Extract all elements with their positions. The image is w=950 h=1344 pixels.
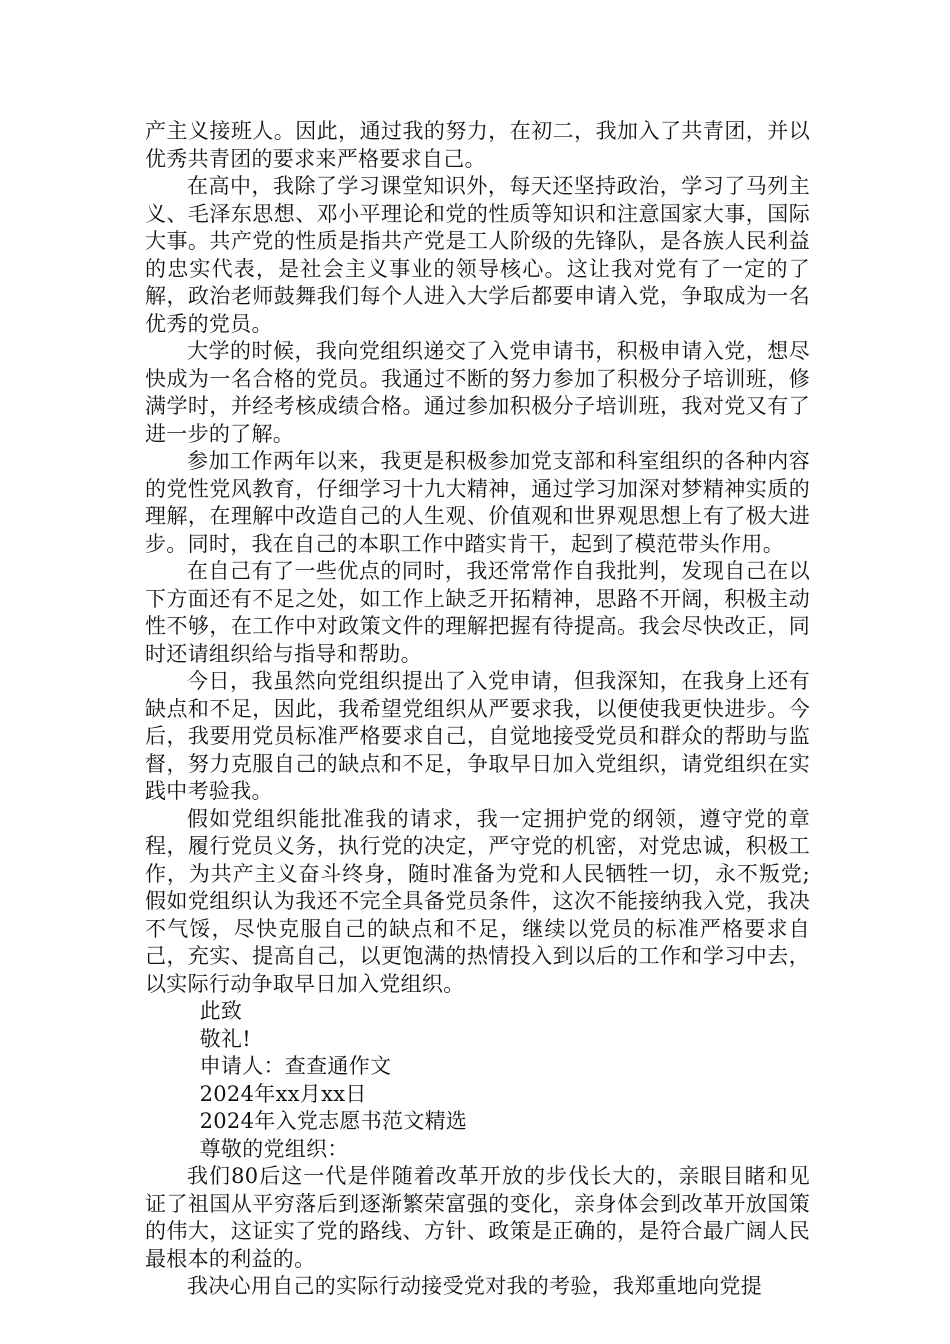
paragraph-1: 产主义接班人。因此，通过我的努力，在初二，我加入了共青团，并以优秀共青团的要求来严格要求自己。 [145, 119, 810, 171]
applicant-line: 申请人：查查通作文 [199, 1054, 392, 1078]
paragraph-2: 在高中，我除了学习课堂知识外，每天还坚持政治，学习了马列主义、毛泽东思想、邓小平理论和党的性质等知识和注意国家大事，国际大事。共产党的性质是指共产党是工人阶级的先锋队，是各族人民利益的忠实代表，是社会主义事业的领导核心。这让我对党有了一定的了解，政治老师鼓舞我们每个人进入大学后都要申请入党，争取成为一名优秀的党员。 [145, 174, 810, 336]
paragraph-9: 我决心用自己的实际行动接受党对我的考验，我郑重地向党提 [187, 1274, 763, 1298]
document-body [145, 118, 810, 1301]
paragraph-4: 参加工作两年以来，我更是积极参加党支部和科室组织的各种内容的党性党风教育，仔细学习十九大精神，通过学习加深对梦精神实质的理解，在理解中改造自己的人生观、价值观和世界观思想上有了极大进步。同时，我在自己的本职工作中踏实肯干，起到了模范带头作用。 [145, 449, 810, 556]
salute-line: 敬礼! [199, 1026, 251, 1051]
greeting-line: 尊敬的党组织： [199, 1136, 349, 1161]
paragraph-6: 今日，我虽然向党组织提出了入党申请，但我深知，在我身上还有缺点和不足，因此，我希望党组织从严要求我，以便使我更快进步。今后，我要用党员标准严格要求自己，自觉地接受党员和群众的帮助与监督，努力克服自己的缺点和不足，争取早日加入党组织，请党组织在实践中考验我。 [145, 669, 810, 803]
paragraph-5: 在自己有了一些优点的同时，我还常常作自我批判，发现自己在以下方面还有不足之处，如工作上缺乏开拓精神，思路不开阔，积极主动性不够，在工作中对政策文件的理解把握有待提高。我会尽快改正，同时还请组织给与指导和帮助。 [145, 559, 810, 666]
next-document-title: 2024年入党志愿书范文精选 [199, 1109, 468, 1133]
paragraph-3: 大学的时候，我向党组织递交了入党申请书，积极申请入党，想尽快成为一名合格的党员。我通过不断的努力参加了积极分子培训班，修满学时，并经考核成绩合格。通过参加积极分子培训班，我对党又有了进一步的了解。 [145, 339, 810, 446]
paragraph-8: 我们80后这一代是伴随着改革开放的步伐长大的，亲眼目睹和见证了祖国从平穷落后到逐渐繁荣富强的变化，亲身体会到改革开放国策的伟大，这证实了党的路线、方针、政策是正确的，是符合最广阔人民最根本的利益的。 [145, 1164, 810, 1271]
paragraph-7: 假如党组织能批准我的请求，我一定拥护党的纲领，遵守党的章程，履行党员义务，执行党的决定，严守党的机密，对党忠诚，积极工作，为共产主义奋斗终身，随时准备为党和人民牺牲一切，永不叛党;假如党组织认为我还不完全具备党员条件，这次不能接纳我入党，我决不气馁，尽快克服自己的缺点和不足，继续以党员的标准严格要求自己，充实、提高自己，以更饱满的热情投入到以后的工作和学习中去，以实际行动争取早日加入党组织。 [145, 806, 810, 996]
closing-line: 此致 [199, 999, 243, 1023]
date-line: 2024年xx月xx日 [199, 1081, 367, 1106]
